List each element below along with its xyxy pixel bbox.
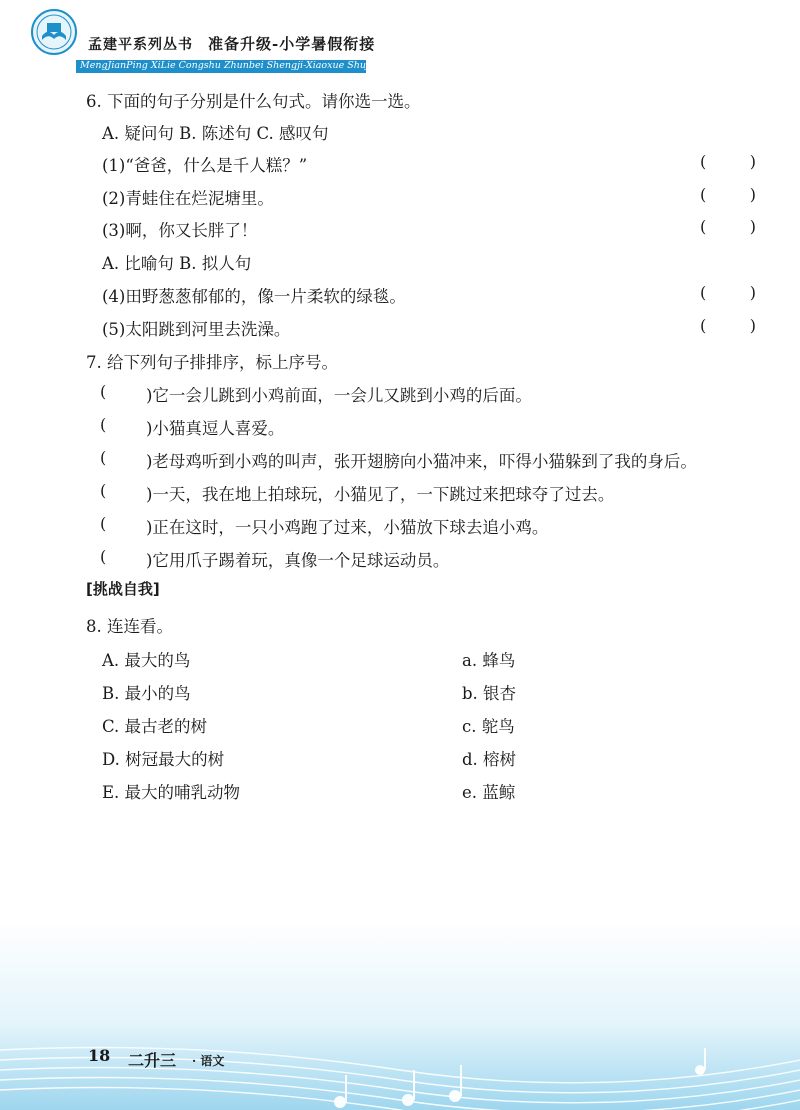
order-blank[interactable]: ( [100, 415, 107, 434]
q7-title: 7. 给下列句子排排序，标上序号。 [86, 353, 338, 372]
match-right-item[interactable]: b. 银杏 [462, 684, 517, 703]
match-left-item[interactable]: B. 最小的鸟 [102, 684, 191, 703]
match-left-item[interactable]: A. 最大的鸟 [102, 651, 191, 670]
series-name: 孟建平系列丛书 [88, 37, 193, 53]
order-blank[interactable]: ( [100, 448, 107, 467]
q6-title: 6. 下面的句子分别是什么句式。请你选一选。 [86, 92, 421, 111]
q7-item-4: )一天，我在地上拍球玩，小猫见了，一下跳过来把球夺了过去。 [146, 485, 615, 504]
answer-blank[interactable]: ( ) [700, 217, 756, 236]
page-number: 18 [88, 1046, 111, 1065]
subject-label: · 语文 [192, 1054, 225, 1068]
q7-item-2: )小猫真逗人喜爱。 [146, 419, 285, 438]
q6-item-2: (2)青蛙住在烂泥塘里。 [102, 189, 274, 208]
answer-blank[interactable]: ( ) [700, 283, 756, 302]
q7-item-6: )它用爪子踢着玩，真像一个足球运动员。 [146, 551, 450, 570]
match-left-item[interactable]: D. 树冠最大的树 [102, 750, 225, 769]
answer-blank[interactable]: ( ) [700, 152, 756, 171]
answer-blank[interactable]: ( ) [700, 185, 756, 204]
q7-item-1: )它一会儿跳到小鸡前面，一会儿又跳到小鸡的后面。 [146, 386, 532, 405]
match-right-item[interactable]: e. 蓝鲸 [462, 783, 516, 802]
grade-label: 二升三 [128, 1051, 177, 1070]
match-left-item[interactable]: E. 最大的哺乳动物 [102, 783, 241, 802]
answer-blank[interactable]: ( ) [700, 316, 756, 335]
q8-title: 8. 连连看。 [86, 617, 173, 636]
section-heading: [挑战自我] [86, 580, 160, 598]
q6-options-2: A. 比喻句 B. 拟人句 [102, 254, 252, 273]
q6-item-4: (4)田野葱葱郁郁的，像一片柔软的绿毯。 [102, 287, 406, 306]
page-header [0, 0, 800, 80]
match-right-item[interactable]: a. 蜂鸟 [462, 651, 516, 670]
book-logo-icon [30, 8, 78, 56]
q7-item-3: )老母鸡听到小鸡的叫声，张开翅膀向小猫冲来，吓得小猫躲到了我的身后。 [146, 452, 697, 471]
header-title: 准备升级-小学暑假衔接 [208, 35, 376, 53]
order-blank[interactable]: ( [100, 481, 107, 500]
q6-item-5: (5)太阳跳到河里去洗澡。 [102, 320, 291, 339]
q6-item-1: (1)“爸爸，什么是千人糕？” [102, 156, 308, 175]
header-pinyin: MengJianPing XiLie Congshu Zhunbei Shengji-Xiaoxue Shujia Xianjie [80, 60, 414, 71]
q7-item-5: )正在这时，一只小鸡跑了过来，小猫放下球去追小鸡。 [146, 518, 549, 537]
order-blank[interactable]: ( [100, 547, 107, 566]
music-footer-decoration [0, 920, 800, 1110]
q6-item-3: (3)啊，你又长胖了！ [102, 221, 258, 240]
match-left-item[interactable]: C. 最古老的树 [102, 717, 208, 736]
match-right-item[interactable]: d. 榕树 [462, 750, 517, 769]
order-blank[interactable]: ( [100, 382, 107, 401]
match-right-item[interactable]: c. 鸵鸟 [462, 717, 515, 736]
order-blank[interactable]: ( [100, 514, 107, 533]
q6-options-1: A. 疑问句 B. 陈述句 C. 感叹句 [102, 124, 329, 143]
